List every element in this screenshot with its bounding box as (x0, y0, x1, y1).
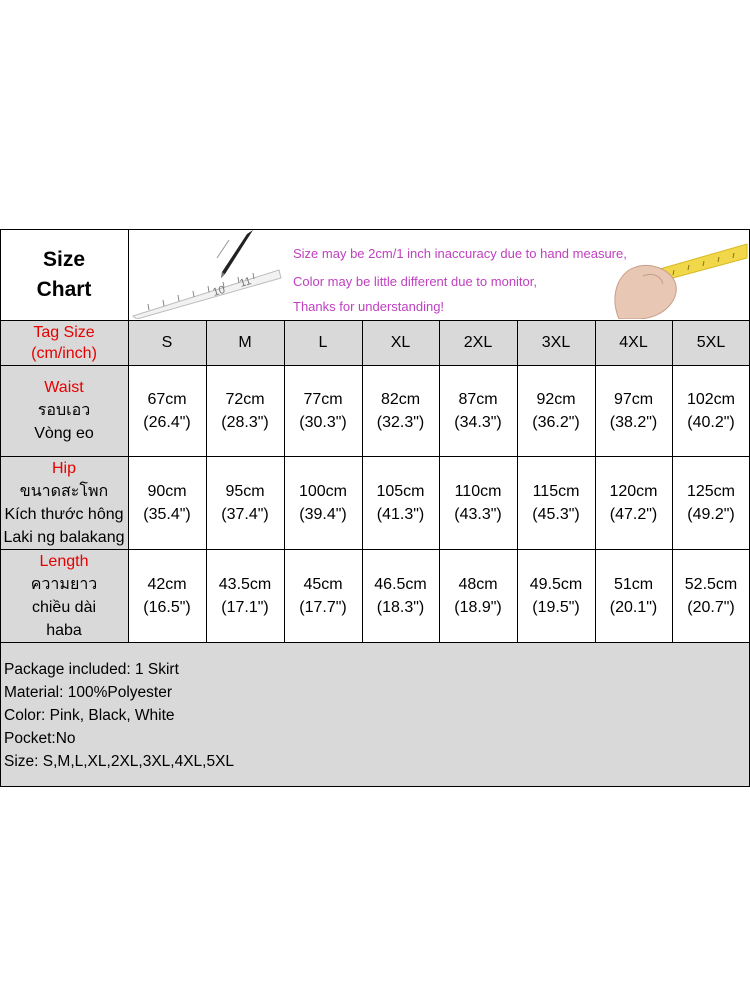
value-inch: (45.3") (532, 505, 580, 523)
length-value-m (206, 549, 284, 642)
value-inch: (37.4") (221, 505, 269, 523)
column-divider (206, 320, 207, 642)
value-inch: (36.2") (532, 413, 580, 431)
value-cm: 45cm (303, 575, 343, 593)
hip-label (0, 456, 128, 549)
ruler-number-11: 11 (238, 275, 253, 290)
title-line-1: Size (42, 247, 86, 271)
value-inch: (39.4") (299, 505, 347, 523)
measurement-banner (129, 230, 748, 319)
size-header-4xl: 4XL (619, 334, 648, 351)
value-cm: 125cm (686, 482, 736, 500)
value-cm: 52.5cm (684, 575, 738, 593)
value-cm: 102cm (686, 390, 736, 408)
row-divider (0, 549, 750, 550)
value-cm: 120cm (609, 482, 658, 500)
value-cm: 110cm (454, 482, 502, 500)
column-divider (128, 229, 129, 320)
tag-size-label-line-1: Tag Size (33, 323, 95, 341)
waist-value-3xl (517, 365, 595, 456)
hip-value-4xl (595, 456, 672, 549)
waist-label-en: Waist (44, 379, 84, 396)
length-value-s (128, 549, 206, 642)
value-cm: 67cm (147, 390, 187, 408)
value-inch: (38.2") (609, 413, 658, 431)
tag-size-label (0, 320, 128, 365)
waist-value-l (284, 365, 362, 456)
waist-value-xl (362, 365, 439, 456)
value-inch: (35.4") (143, 505, 191, 523)
ruler-pencil-icon (129, 230, 289, 319)
row-divider (0, 456, 750, 457)
value-cm: 95cm (225, 482, 265, 500)
note-line-1: Size may be 2cm/1 inch inaccuracy due to hand measure, (293, 246, 627, 261)
waist-label-vi: Vòng eo (34, 425, 94, 442)
size-header-xl: XL (390, 334, 411, 351)
length-value-3xl (517, 549, 595, 642)
value-inch: (43.3") (454, 505, 502, 523)
hip-value-3xl (517, 456, 595, 549)
column-divider (517, 320, 518, 642)
value-cm: 92cm (536, 390, 576, 408)
value-inch: (20.1") (609, 598, 658, 616)
value-inch: (30.3") (299, 413, 347, 431)
column-divider (362, 320, 363, 642)
column-divider (284, 320, 285, 642)
value-inch: (17.1") (221, 598, 269, 616)
value-inch: (32.3") (376, 413, 425, 431)
length-value-5xl (672, 549, 750, 642)
value-inch: (18.3") (376, 598, 425, 616)
value-inch: (18.9") (454, 598, 502, 616)
value-cm: 49.5cm (529, 575, 583, 593)
value-inch: (34.3") (454, 413, 502, 431)
size-header-m: M (238, 334, 252, 351)
value-inch: (16.5") (143, 598, 191, 616)
info-package: Package included: 1 Skirt (4, 661, 179, 678)
value-inch: (47.2") (609, 505, 658, 523)
length-label-en: Length (39, 552, 89, 570)
size-chart-title (0, 229, 128, 320)
value-cm: 90cm (147, 482, 187, 500)
value-inch: (17.7") (299, 598, 347, 616)
length-value-l (284, 549, 362, 642)
border-left (0, 229, 1, 787)
value-cm: 72cm (225, 390, 265, 408)
value-inch: (28.3") (221, 413, 269, 431)
value-cm: 42cm (147, 575, 187, 593)
hip-label-th: ขนาดสะโพก (19, 482, 109, 500)
value-inch: (26.4") (143, 413, 191, 431)
hip-value-s (128, 456, 206, 549)
border-top (0, 229, 750, 230)
row-divider (0, 365, 750, 366)
length-value-xl (362, 549, 439, 642)
waist-value-4xl (595, 365, 672, 456)
hip-value-l (284, 456, 362, 549)
note-line-3: Thanks for understanding! (293, 299, 445, 314)
product-info (4, 658, 234, 773)
ruler-number-10: 10 (211, 283, 227, 299)
row-divider (0, 320, 750, 321)
waist-label-th: รอบเอว (37, 402, 91, 419)
tape-measure-hand-icon (599, 230, 748, 319)
border-bottom (0, 786, 750, 787)
size-header-l: L (318, 334, 328, 351)
value-cm: 105cm (376, 482, 425, 500)
length-label-vi: chiều dài (31, 598, 97, 616)
value-cm: 87cm (458, 390, 498, 408)
size-header-5xl: 5XL (696, 334, 726, 351)
value-cm: 77cm (303, 390, 343, 408)
column-divider (128, 320, 129, 642)
value-cm: 82cm (380, 390, 421, 408)
hip-value-5xl (672, 456, 750, 549)
info-pocket: Pocket:No (4, 730, 76, 747)
hip-value-m (206, 456, 284, 549)
size-header-2xl: 2XL (463, 334, 493, 351)
value-inch: (41.3") (376, 505, 425, 523)
info-material: Material: 100%Polyester (4, 684, 172, 701)
length-value-4xl (595, 549, 672, 642)
length-label-tl: haba (46, 621, 82, 639)
title-line-2: Chart (36, 277, 92, 301)
value-cm: 115cm (532, 482, 580, 500)
waist-value-5xl (672, 365, 750, 456)
waist-label (0, 365, 128, 456)
value-cm: 46.5cm (374, 575, 427, 593)
column-divider (595, 320, 596, 642)
tag-size-label-line-2: (cm/inch) (31, 344, 97, 362)
waist-value-2xl (439, 365, 517, 456)
column-divider (672, 320, 673, 642)
info-color: Color: Pink, Black, White (4, 707, 175, 724)
hip-label-vi: Kích thước hông (4, 505, 124, 523)
value-cm: 97cm (613, 390, 654, 408)
value-inch: (40.2") (687, 413, 735, 431)
length-label-th: ความยาว (30, 575, 98, 593)
hip-label-en: Hip (51, 459, 76, 477)
column-divider (439, 320, 440, 642)
hip-label-tl: Laki ng balakang (3, 528, 125, 546)
length-value-2xl (439, 549, 517, 642)
note-line-2: Color may be little different due to monitor, (293, 274, 537, 289)
value-cm: 100cm (298, 482, 348, 500)
value-cm: 43.5cm (218, 575, 272, 593)
size-header-s: S (161, 334, 173, 351)
waist-value-m (206, 365, 284, 456)
length-label (0, 549, 128, 642)
row-divider (0, 642, 750, 643)
waist-value-s (128, 365, 206, 456)
value-cm: 48cm (458, 575, 498, 593)
value-inch: (20.7") (687, 598, 735, 616)
info-sizes: Size: S,M,L,XL,2XL,3XL,4XL,5XL (4, 753, 235, 770)
hip-value-2xl (439, 456, 517, 549)
value-inch: (19.5") (532, 598, 580, 616)
value-inch: (49.2") (687, 505, 735, 523)
hip-value-xl (362, 456, 439, 549)
value-cm: 51cm (613, 575, 654, 593)
size-header-3xl: 3XL (541, 334, 571, 351)
